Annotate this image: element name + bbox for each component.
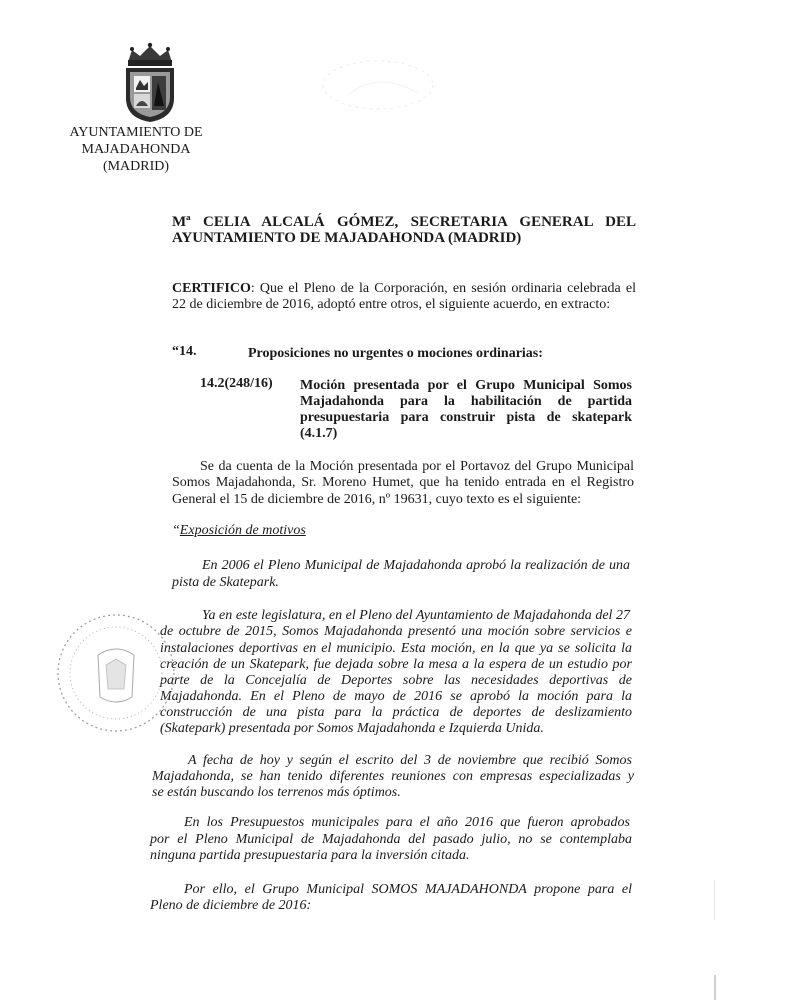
paragraph-line: creación de un Skatepark, fue dejada sobre la mesa a la espera de un estudio por bbox=[160, 657, 632, 672]
motivos-heading bbox=[172, 522, 306, 539]
subsection-title-line: (4.1.7) bbox=[300, 426, 338, 441]
paragraph-line: ninguna partida presupuestaria para la inversión citada. bbox=[150, 848, 470, 863]
paragraph-line: pista de Skatepark. bbox=[172, 575, 279, 590]
subsection-title-line: presupuestaria para construir pista de skatepark bbox=[300, 410, 632, 425]
organization-name bbox=[66, 124, 206, 175]
subsection-number: 14.2(248/16) bbox=[200, 376, 273, 391]
scan-edge-mark bbox=[714, 975, 716, 1000]
paragraph-line: En 2006 el Pleno Municipal de Majadahonda aprobó la realización de una bbox=[202, 558, 630, 573]
motivos-heading-text: Exposición de motivos bbox=[179, 523, 306, 538]
opening-quote: “ bbox=[172, 523, 180, 538]
subsection-title-line: Moción presentada por el Grupo Municipal Somos bbox=[300, 378, 632, 393]
paragraph-line: Ya en este legislatura, en el Pleno del Ayuntamiento de Majadahonda del 27 bbox=[202, 608, 630, 623]
certifico-label: CERTIFICO bbox=[172, 281, 251, 296]
scan-edge-mark bbox=[714, 880, 715, 920]
paragraph-line: En los Presupuestos municipales para el año 2016 que fueron aprobados bbox=[184, 815, 630, 830]
paragraph-line: A fecha de hoy y según el escrito del 3 de noviembre que recibió Somos bbox=[188, 753, 632, 768]
section-number: “14. bbox=[172, 344, 197, 359]
paragraph-line: por el Pleno Municipal de Majadahonda del pasado julio, no se contemplaba bbox=[150, 832, 632, 847]
paragraph-line: construcción de una pista para la práctica de deportes de deslizamiento bbox=[160, 705, 632, 720]
faint-stamp-icon bbox=[318, 55, 448, 115]
certifico-text: : Que el Pleno de la Corporación, en sesión ordinaria celebrada el bbox=[250, 281, 636, 296]
certifico-line1 bbox=[172, 280, 636, 297]
coat-of-arms-icon bbox=[118, 40, 182, 124]
document-title-line2: AYUNTAMIENTO DE MAJADAHONDA (MADRID) bbox=[172, 230, 522, 246]
paragraph-line: Majadahonda, se han tenido diferentes reuniones con empresas especializadas y bbox=[152, 769, 634, 784]
certifico-line2: 22 de diciembre de 2016, adoptó entre otros, el siguiente acuerdo, en extracto: bbox=[172, 297, 611, 312]
paragraph-line: instalaciones deportivas en el municipio. Esta moción, en la que ya se solicita la bbox=[160, 641, 632, 656]
intro-line: General el 15 de diciembre de 2016, nº 19631, cuyo texto es el siguiente: bbox=[172, 492, 582, 507]
document-title-line1: Mª CELIA ALCALÁ GÓMEZ, SECRETARIA GENERAL DEL bbox=[172, 214, 636, 230]
org-line: MAJADAHONDA bbox=[81, 142, 191, 157]
paragraph-line: (Skatepark) presentada por Somos Majadahonda e Izquierda Unida. bbox=[160, 721, 544, 736]
intro-line: Se da cuenta de la Moción presentada por el Portavoz del Grupo Municipal bbox=[200, 459, 634, 474]
org-line: (MADRID) bbox=[102, 159, 170, 174]
paragraph-line: parte de la Concejalía de Deportes sobre las necesidades deportivas de bbox=[160, 673, 632, 688]
paragraph-line: Majadahonda. En el Pleno de mayo de 2016 se aprobó la moción para la bbox=[160, 689, 632, 704]
official-seal-icon bbox=[46, 605, 196, 745]
paragraph-line: Por ello, el Grupo Municipal SOMOS MAJADAHONDA propone para el bbox=[184, 882, 632, 897]
paragraph-line: Pleno de diciembre de 2016: bbox=[150, 898, 312, 913]
intro-line: Somos Majadahonda, Sr. Moreno Humet, que ha tenido entrada en el Registro bbox=[172, 475, 634, 490]
org-line: AYUNTAMIENTO DE bbox=[69, 125, 203, 140]
paragraph-line: de octubre de 2015, Somos Majadahonda presentó una moción sobre servicios e bbox=[160, 624, 632, 639]
paragraph-line: se están buscando los terrenos más óptimos. bbox=[152, 785, 401, 800]
section-heading: Proposiciones no urgentes o mociones ordinarias: bbox=[248, 346, 543, 361]
subsection-title-line: Majadahonda para la habilitación de partida bbox=[300, 394, 632, 409]
